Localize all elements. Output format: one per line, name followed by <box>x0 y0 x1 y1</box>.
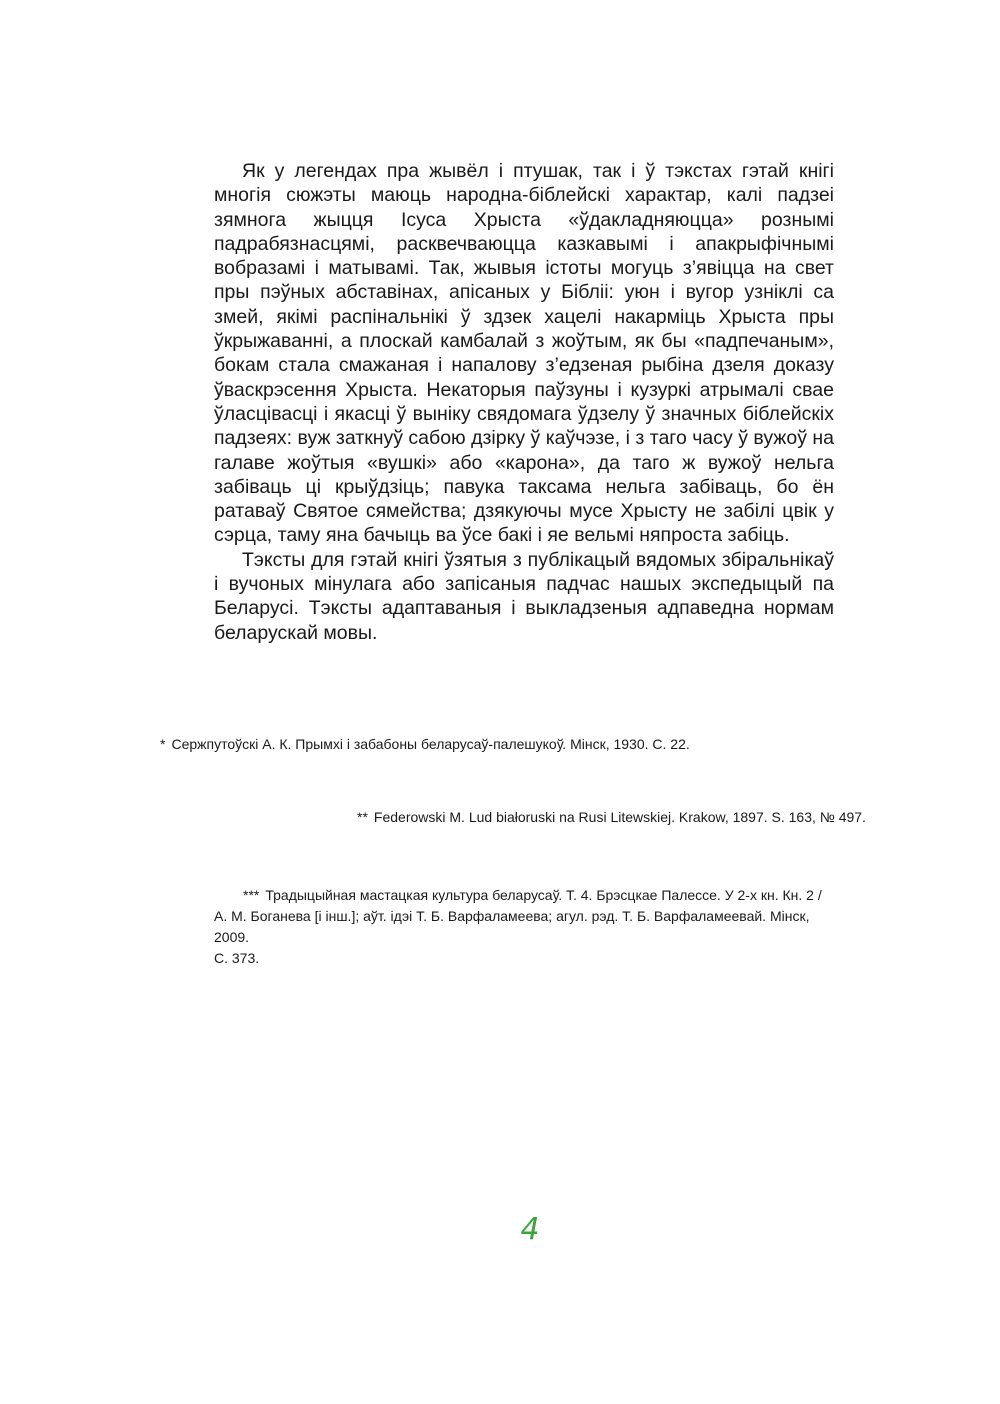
paragraph-1: Як у легендах пра жывёл і птушак, так і ў тэкстах гэтай кнігі многія сюжэты маюць народна-біблейскі характар, калі падзеі зямнога жыцця Ісуса Хрыста «ўдакладняюцца» рознымі падрабязнасцямі, расквечваюцца казкавымі і апакрыфічнымі вобразамі і матывамі. Так, жывыя істоты могуць з’явіцца на свет пры пэўных абставінах, апісаных у Бібліі: уюн і вугор узніклі са змей, якімі распінальнікі ў здзек хацелі накарміць Хрыста пры ўкрыжаванні, а плоскай камбалай з жоўтым, як бы «падпечаным», бокам стала смажаная і напалову з’едзеная рыбіна дзеля доказу ўваскрэсення Хрыста. Некаторыя паўзуны і кузуркі атрымалі свае ўласцівасці і якасці ў выніку свядомага ўдзелу ў значных біблейскіх падзеях: вуж заткнуў сабою дзірку ў каўчэзе, і з таго часу ў вужоў на галаве жоўтыя «вушкі» або «карона», да таго ж вужоў нельга забіваць ці крыўдзіць; павука таксама нельга забіваць, бо ён ратаваў Святое сямейства; дзякуючы мусе Хрысту не забілі цвік у сэрца, таму яна бачыць ва ўсе бакі і яе вельмі няпроста забіць. <box>214 160 834 547</box>
footnote-2 <box>357 807 866 828</box>
footnote-3-mark: *** <box>243 887 260 903</box>
footnote-1-mark: * <box>160 736 166 752</box>
footnote-3-line-1 <box>214 885 844 906</box>
footnote-1 <box>160 734 690 755</box>
footnote-2-mark: ** <box>357 809 368 825</box>
page-number: 4 <box>520 1212 540 1247</box>
footnote-3-text-1: Традыцыйная мастацкая культура беларусаў. Т. 4. Брэсцкае Палессе. У 2-х кн. Кн. 2 / <box>265 887 822 903</box>
body-text <box>214 159 834 645</box>
footnote-1-text: Сержпутоўскі А. К. Прымхі і забабоны беларусаў-палешукоў. Мінск, 1930. С. 22. <box>171 736 690 752</box>
footnote-3 <box>214 885 844 969</box>
footnote-3-line-3: С. 373. <box>214 950 260 966</box>
footnote-2-text: Federowski M. Lud białoruski na Rusi Litewskiej. Krakow, 1897. S. 163, № 497. <box>373 809 866 825</box>
footnote-3-line-2: А. М. Боганева [і інш.]; аўт. ідэі Т. Б. Варфаламеева; агул. рэд. Т. Б. Варфаламеевай. Мінск, 2009. <box>214 908 810 945</box>
paragraph-2: Тэксты для гэтай кнігі ўзятыя з публікацый вядомых збіральнікаў і вучоных мінулага або запісаныя падчас нашых экспедыцый па Беларусі. Тэксты адаптаваныя і выкладзеныя адпаведна нормам беларускай мовы. <box>214 548 834 644</box>
